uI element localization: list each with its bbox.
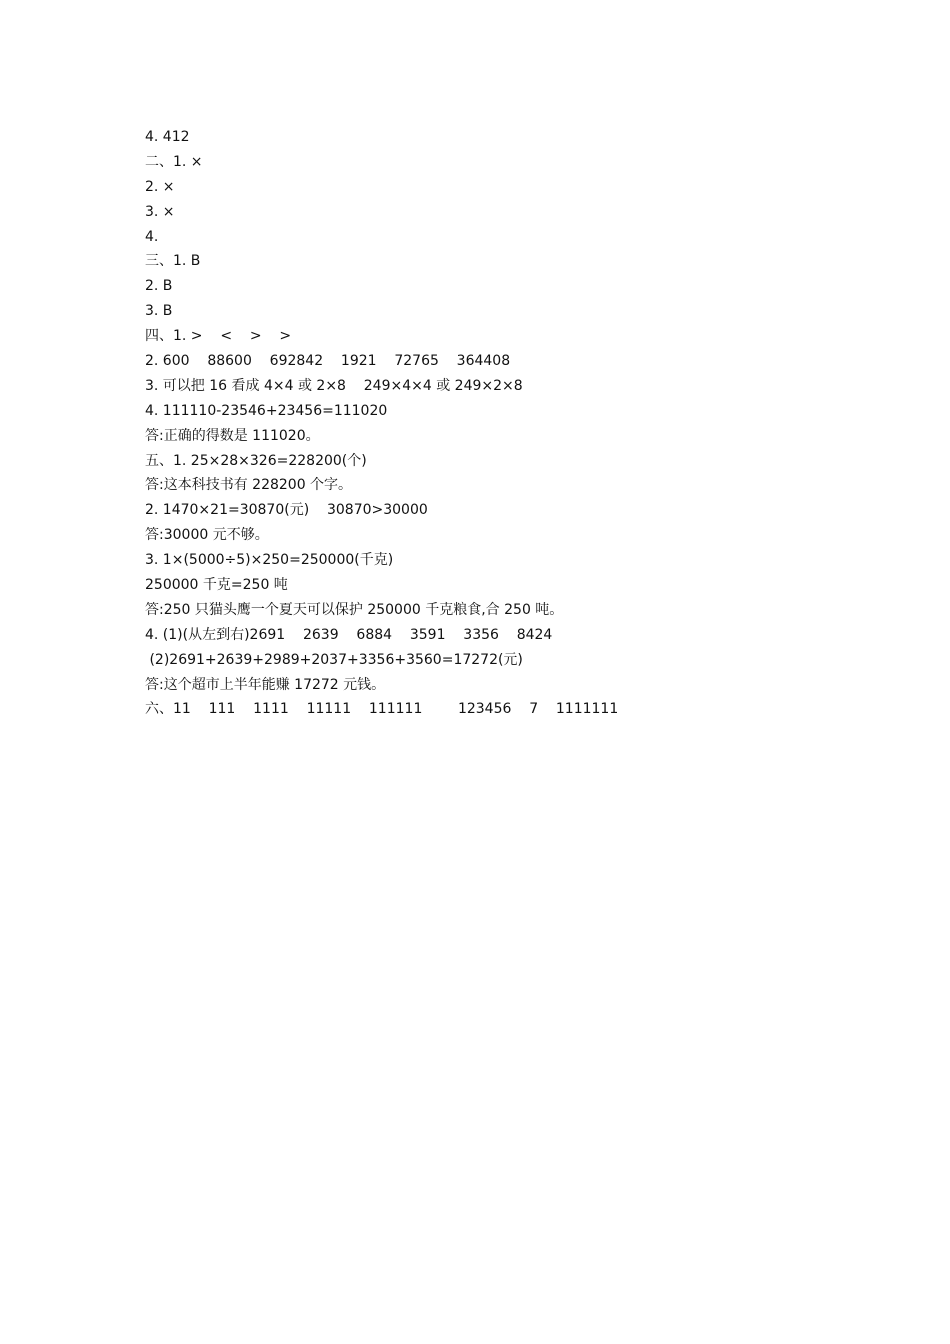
answer-line: 2. B — [145, 278, 173, 295]
answer-line: 3. B — [145, 303, 173, 320]
answer-line: 答:这个超市上半年能赚 17272 元钱。 — [145, 676, 386, 693]
answer-line: 2. 1470×21=30870(元) 30870>30000 — [145, 502, 428, 519]
answer-line: 4. — [145, 228, 163, 245]
answer-line: 4. (1)(从左到右)2691 2639 6884 3591 3356 8424 — [145, 626, 553, 643]
answer-line: 250000 千克=250 吨 — [145, 577, 288, 594]
answer-line: (2)2691+2639+2989+2037+3356+3560=17272(元) — [145, 651, 523, 668]
answer-line: 答:正确的得数是 111020。 — [145, 427, 320, 444]
answer-line: 3. 可以把 16 看成 4×4 或 2×8 249×4×4 或 249×2×8 — [145, 377, 523, 394]
answer-line: 4. 412 — [145, 129, 190, 145]
answer-line: 二、1. × — [145, 153, 203, 170]
answer-line: 答:30000 元不够。 — [145, 527, 269, 544]
answer-line: 2. × — [145, 178, 175, 195]
answer-line: 四、1. > < > > — [145, 328, 292, 345]
answer-line: 六、11 111 1111 11111 111111 123456 7 1111111 — [145, 701, 619, 718]
answer-line: 五、1. 25×28×326=228200(个) — [145, 452, 367, 469]
answer-line: 4. 111110-23546+23456=111020 — [145, 402, 388, 419]
answer-line: 2. 600 88600 692842 1921 72765 364408 — [145, 353, 511, 370]
answer-line: 3. 1×(5000÷5)×250=250000(千克) — [145, 552, 394, 569]
answer-line: 答:250 只猫头鹰一个夏天可以保护 250000 千克粮食,合 250 吨。 — [145, 601, 564, 618]
answer-line: 三、1. B — [145, 253, 201, 270]
answer-line: 答:这本科技书有 228200 个字。 — [145, 477, 353, 494]
answer-key-body — [145, 125, 845, 722]
answer-line: 3. × — [145, 203, 175, 220]
